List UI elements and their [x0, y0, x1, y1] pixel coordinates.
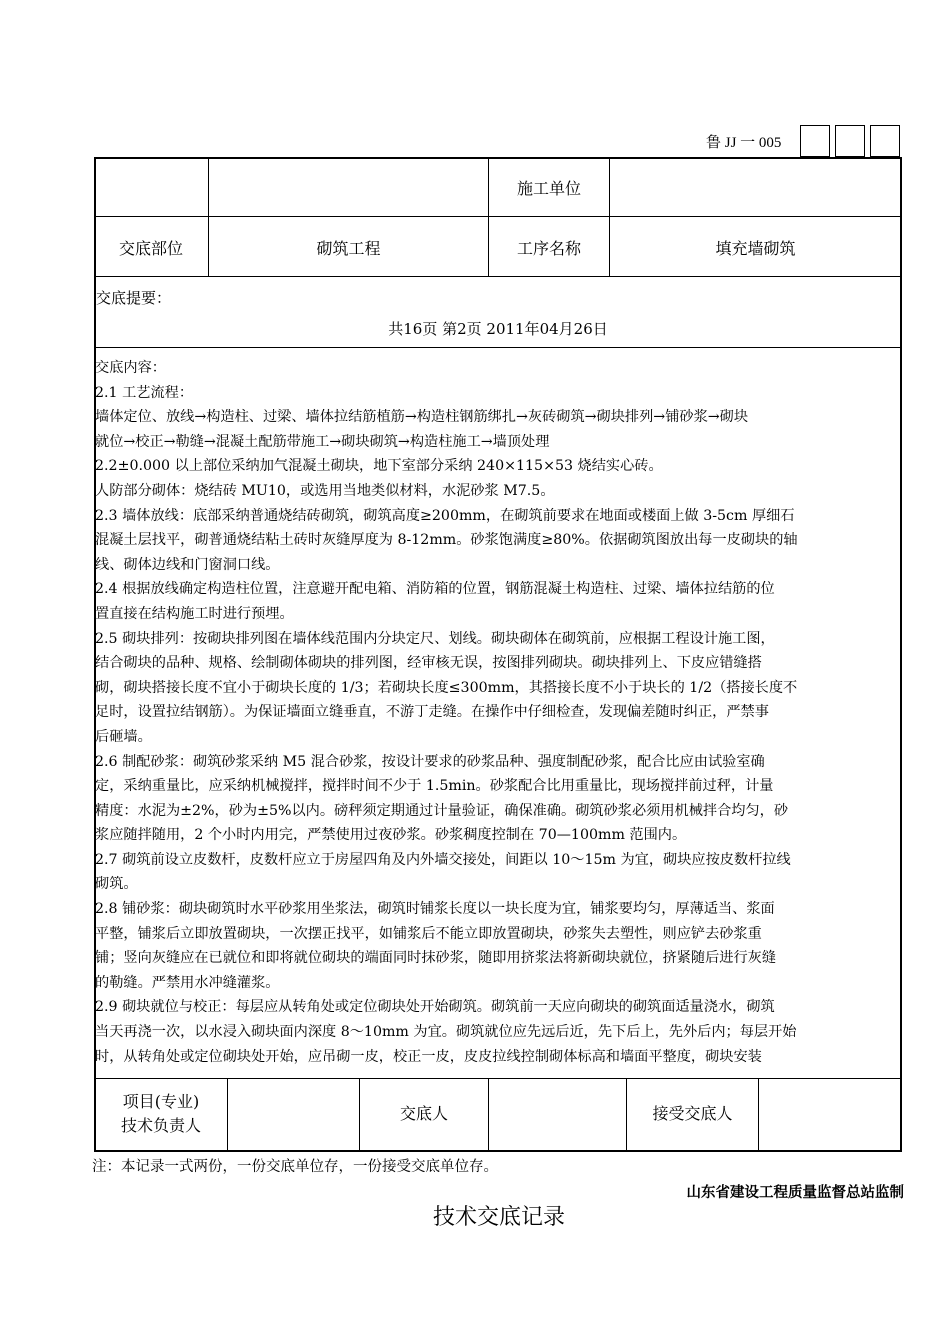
receiver-sign-field[interactable]: [759, 1079, 901, 1151]
content-line: 就位→校正→勒缝→混凝土配筋带施工→砌块砌筑→构造柱施工→墙顶处理: [95, 433, 550, 450]
content-line: 平整，铺浆后立即放置砌块，一次摆正找平，如铺浆后不能立即放置砌块，砂浆失去塑性，则应铲去砂浆重: [95, 925, 762, 942]
content-line: 2.5 砌块排列：按砌块排列图在墙体线范围内分块定尺、划线。砌块砌体在砌筑前，应根据工程设计施工图，: [95, 630, 775, 647]
content-line: 2.2±0.000 以上部位采纳加气混凝土砌块，地下室部分采纳 240×115×53 烧结实心砖。: [95, 458, 663, 475]
row-divider-3: [94, 347, 902, 348]
content-line: 结合砌块的品种、规格、绘制砌体砌块的排列图，经审核无误，按图排列砌块。砌块排列上、下皮应错缝搭: [95, 655, 762, 672]
content-line: 砌筑。: [95, 876, 138, 893]
col-divider-3: [609, 157, 610, 277]
tech-lead-label-line-2: 技术负责人: [120, 1116, 201, 1135]
content-line: 墙体定位、放线→构造柱、过梁、墙体拉结筋植筋→构造柱钢筋绑扎→灰砖砌筑→砌块排列→铺砂浆→砌块: [95, 409, 749, 426]
content-line: 浆应随拌随用，2 个小时内用完，严禁使用过夜砂浆。砂浆稠度控制在 70—100mm 范围内。: [95, 827, 687, 844]
content-line: 2.3 墙体放线：底部采纳普通烧结砖砌筑，砌筑高度≥200mm，在砌筑前要求在地面或楼面上做 3-5cm 厚细石: [95, 507, 795, 524]
content-line: 线、砌体边线和门窗洞口线。: [95, 556, 280, 573]
tech-lead-label-line-1: 项目(专业): [122, 1092, 200, 1111]
content-line: 砌，砌块搭接长度不宜小于砌块长度的 1/3；若砌块长度≤300mm，其搭接长度不小于块长的 1/2（搭接长度不: [95, 679, 798, 696]
content-line: 铺；竖向灰缝应在已就位和即将就位砌块的端面同时抹砂浆，随即用挤浆法将新砌块就位，挤紧随后进行灰缝: [95, 950, 777, 967]
content-line: 2.4 根据放线确定构造柱位置，注意避开配电箱、消防箱的位置，钢筋混凝土构造柱、过梁、墙体拉结筋的位: [95, 581, 775, 598]
tech-lead-sign-field[interactable]: [228, 1079, 359, 1151]
content-line: 后砸墙。: [95, 728, 152, 745]
code-box-1[interactable]: [800, 125, 830, 157]
footer-note: 注：本记录一式两份，一份交底单位存，一份接受交底单位存。: [92, 1159, 498, 1175]
tech-lead-label: [95, 1090, 227, 1138]
content-line: 时，从转角处或定位砌块处开始，应吊砌一皮，校正一皮，皮皮拉线控制砌体标高和墙面平整度，砌块安装: [95, 1048, 762, 1065]
code-box-2[interactable]: [835, 125, 865, 157]
receiver-label: 接受交底人: [652, 1104, 733, 1123]
process-value[interactable]: 填充墙砌筑: [715, 239, 796, 258]
part-label: 交底部位: [118, 239, 183, 258]
content-line: 置直接在结构施工时进行预埋。: [95, 605, 294, 622]
content-line: 交底内容：: [95, 360, 166, 376]
content-line: 2.6 制配砂浆：砌筑砂浆采纳 M5 混合砂浆，按设计要求的砂浆品种、强度制配砂浆，配合比应由试验室确: [95, 753, 765, 770]
content-line: 人防部分砌体：烧结砖 MU10，或选用当地类似材料，水泥砂浆 M7.5。: [95, 482, 555, 499]
content-line: 精度：水泥为±2%，砂为±5%以内。磅秤须定期通过计量验证，确保准确。砌筑砂浆必须用机械拌合均匀，砂: [95, 802, 789, 819]
row-divider-1: [94, 216, 902, 217]
content-line: 2.7 砌筑前设立皮数杆，皮数杆应立于房屋四角及内外墙交接处，间距以 10～15m 为宜，砌块应按皮数杆拉线: [95, 851, 791, 868]
content-line: 2.1 工艺流程：: [95, 384, 194, 401]
issuer: 山东省建设工程质量监督总站监制: [686, 1185, 904, 1201]
content-line: 2.9 砌块就位与校正：每层应从转角处或定位砌块处开始砌筑。砌筑前一天应向砌块的砌筑面适量浇水，砌筑: [95, 999, 775, 1016]
col-divider-2: [488, 157, 489, 277]
content-line: 定，采纳重量比，应采纳机械搅拌，搅拌时间不少于 1.5min。砂浆配合比用重量比，现场搅拌前过秤，计量: [95, 778, 774, 795]
discloser-label: 交底人: [399, 1104, 448, 1123]
summary-page-info: 共16页 第2页 2011年04月26日: [388, 320, 608, 338]
discloser-sign-field[interactable]: [489, 1079, 626, 1151]
code-box-3[interactable]: [870, 125, 900, 157]
content-line: 足时，设置拉结钢筋）。为保证墙面立缝垂直，不游丁走缝。在操作中仔细检查，发现偏差随时纠正，严禁事: [95, 704, 769, 721]
content-line: 的勒缝。严禁用水冲缝灌浆。: [95, 974, 280, 991]
part-value[interactable]: 砌筑工程: [316, 239, 381, 258]
content-line: 混凝土层找平，砌普通烧结粘土砖时灰缝厚度为 8-12mm。砂浆饱满度≥80%。依据砌筑图放出每一皮砌块的轴: [95, 532, 798, 549]
disclosure-content: [95, 356, 901, 1069]
summary-label: 交底提要：: [96, 289, 172, 307]
form-code: 鲁 JJ 一 005: [706, 135, 782, 151]
construction-unit-label: 施工单位: [516, 179, 581, 198]
content-line: 2.8 铺砂浆：砌块砌筑时水平砂浆用坐浆法，砌筑时铺浆长度以一块长度为宜，铺浆要均匀，厚薄适当、浆面: [95, 901, 775, 918]
col-divider-1: [208, 157, 209, 277]
process-label: 工序名称: [516, 239, 581, 258]
document-title: 技术交底记录: [432, 1205, 565, 1230]
content-line: 当天再浇一次，以水浸入砌块面内深度 8～10mm 为宜。砌筑就位应先远后近，先下后上，先外后内；每层开始: [95, 1024, 797, 1041]
row-divider-2: [94, 276, 902, 277]
